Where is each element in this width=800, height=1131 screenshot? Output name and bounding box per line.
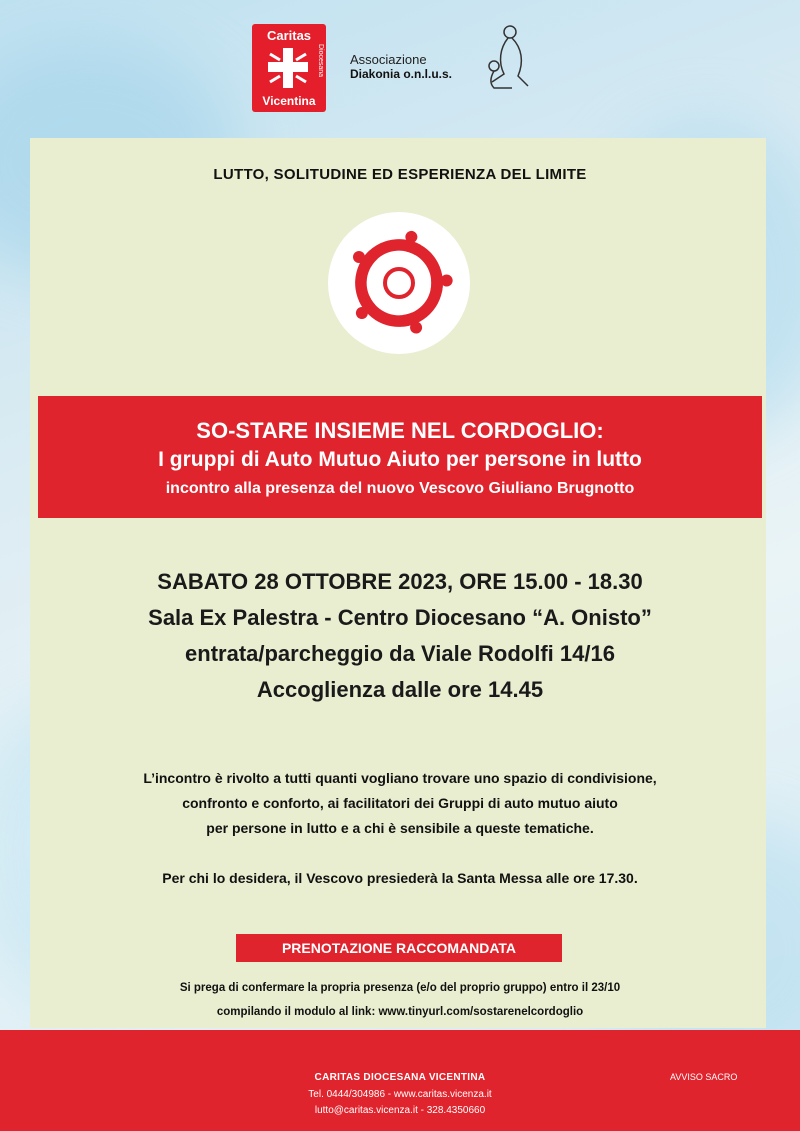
caritas-logo-side-text: Diocesana (317, 44, 324, 78)
event-venue: Sala Ex Palestra - Centro Diocesano “A. Onisto” (148, 605, 652, 630)
event-details (0, 564, 800, 708)
description-line1: L’incontro è rivolto a tutti quanti vogliano trovare uno spazio di condivisione, (143, 770, 657, 786)
community-emblem-icon (328, 212, 470, 354)
footer-email[interactable]: lutto@caritas.vicenza.it - 328.4350660 (314, 1105, 486, 1116)
caritas-logo-top-text: Caritas (266, 28, 312, 43)
event-date-time: SABATO 28 OTTOBRE 2023, ORE 15.00 - 18.30 (157, 569, 643, 594)
footer (0, 1030, 800, 1131)
title-banner (38, 396, 762, 518)
banner-title: SO-STARE INSIEME NEL CORDOGLIO: (196, 418, 604, 443)
event-entrance: entrata/parcheggio da Viale Rodolfi 14/16 (185, 641, 615, 666)
booking-info-line1: Si prega di confermare la propria presenza (e/o del proprio gruppo) entro il 23/10 (179, 982, 621, 994)
description (0, 766, 800, 841)
booking-info-line2[interactable]: compilando il modulo al link: www.tinyurl.com/sostarenelcordoglio (216, 1006, 584, 1018)
description-line2: confronto e conforto, ai facilitatori dei Gruppi di auto mutuo aiuto (182, 795, 618, 811)
diakonia-line2: Diakonia o.n.l.u.s. (350, 67, 453, 81)
footer-org: CARITAS DIOCESANA VICENTINA (314, 1072, 486, 1083)
diakonia-logo (350, 52, 452, 81)
footer-notice: AVVISO SACRO (670, 1072, 738, 1082)
event-welcome: Accoglienza dalle ore 14.45 (256, 677, 544, 702)
logo-bar (0, 22, 800, 122)
diakonia-figure-icon (478, 22, 534, 92)
booking-badge: PRENOTAZIONE RACCOMANDATA (236, 934, 562, 962)
mass-note: Per chi lo desidera, il Vescovo presiederà la Santa Messa alle ore 17.30. (162, 870, 638, 886)
subtitle-top: LUTTO, SOLITUDINE ED ESPERIENZA DEL LIMITE (213, 166, 587, 183)
caritas-logo (252, 24, 326, 112)
description-line3: per persone in lutto e a chi è sensibile a queste tematiche. (206, 820, 594, 836)
footer-contact[interactable]: Tel. 0444/304986 - www.caritas.vicenza.it (308, 1089, 492, 1100)
banner-subtitle: I gruppi di Auto Mutuo Aiuto per persone in lutto (158, 448, 642, 471)
diakonia-line1: Associazione (350, 52, 427, 67)
caritas-cross-icon (266, 48, 310, 88)
banner-note: incontro alla presenza del nuovo Vescovo Giuliano Brugnotto (165, 480, 635, 497)
caritas-logo-bottom-text: Vicentina (262, 94, 316, 108)
